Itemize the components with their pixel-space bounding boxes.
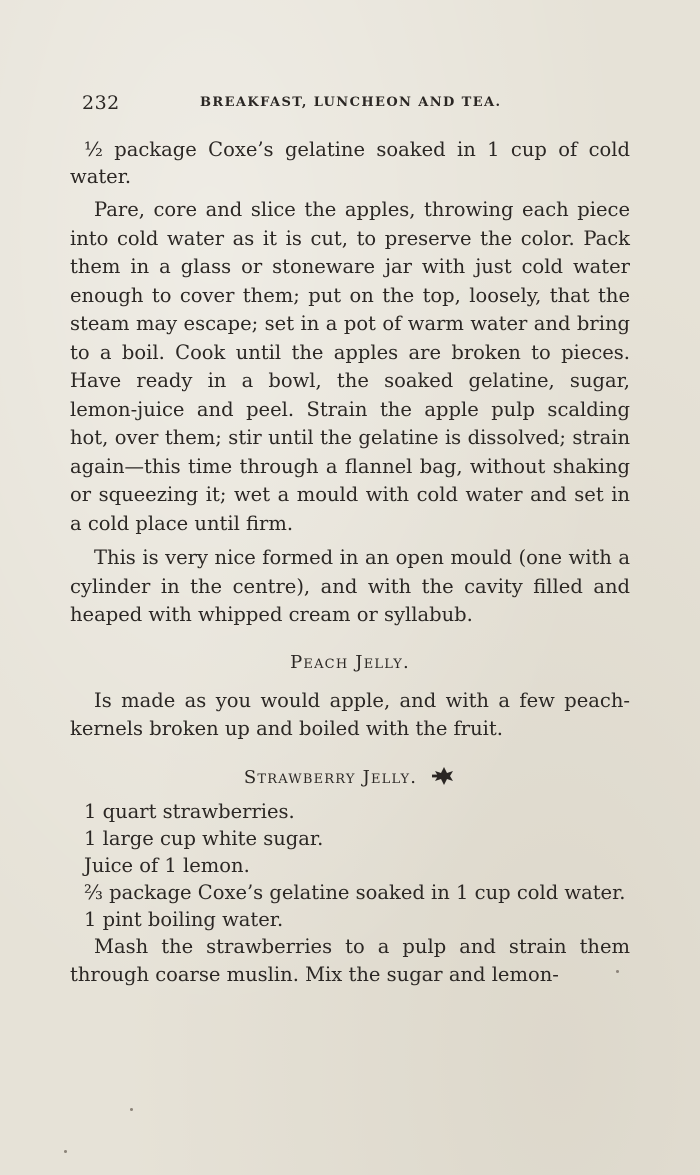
apple-serving-paragraph: This is very nice formed in an open mould (one with a cylinder in the centre), and with the cavity filled and heaped with whipped cream or syllabub. (70, 546, 630, 626)
strawberry-jelly-heading: Strawberry Jelly. (243, 766, 418, 788)
strawberry-jelly-heading-line (70, 766, 630, 788)
running-head (82, 92, 622, 118)
running-head-title: BREAKFAST, LUNCHEON AND TEA. (200, 95, 502, 110)
cross-pattee-icon (432, 766, 456, 786)
peach-jelly-paragraph: Is made as you would apple, and with a few peach-kernels broken up and boiled with the fruit. (70, 688, 630, 740)
strawberry-ingredients-list (70, 798, 630, 933)
page-number: 232 (82, 92, 120, 114)
ingredient-strawberries: 1 quart strawberries. (84, 799, 295, 823)
page-body (70, 136, 630, 990)
ingredient-lemon: Juice of 1 lemon. (84, 853, 250, 877)
paper-speck (616, 970, 619, 973)
paper-speck (130, 1108, 133, 1111)
strawberry-method-paragraph: Mash the strawberries to a pulp and strain them through coarse muslin. Mix the sugar and lemon- (70, 934, 630, 986)
ingredient-sugar: 1 large cup white sugar. (84, 826, 324, 850)
paper-speck (64, 1150, 67, 1153)
ingredient-gelatine: ½ package Coxe’s gelatine soaked in 1 cup of cold water. (70, 138, 630, 188)
apple-method-paragraph: Pare, core and slice the apples, throwing each piece into cold water as it is cut, to preserve the color. Pack them in a glass or stoneware jar with just cold water enough to cover them; put on the top, loosely, that the steam may escape; set in a pot of warm water and bring to a boil. Cook until the apples are broken to pieces. Have ready in a bowl, the soaked gelatine, sugar, lemon-juice and peel. Strain the apple pulp scalding hot, over them; stir until the gelatine is dissolved; strain again—this time through a flannel bag, without shaking or squeezing it; wet a mould with cold water and set in a cold place until firm. (70, 198, 630, 535)
peach-jelly-heading: Peach Jelly. (290, 651, 410, 673)
ingredient-gelatine-strawberry: ⅔ package Coxe’s gelatine soaked in 1 cup cold water. (84, 880, 626, 904)
ingredient-boiling-water: 1 pint boiling water. (84, 907, 284, 931)
